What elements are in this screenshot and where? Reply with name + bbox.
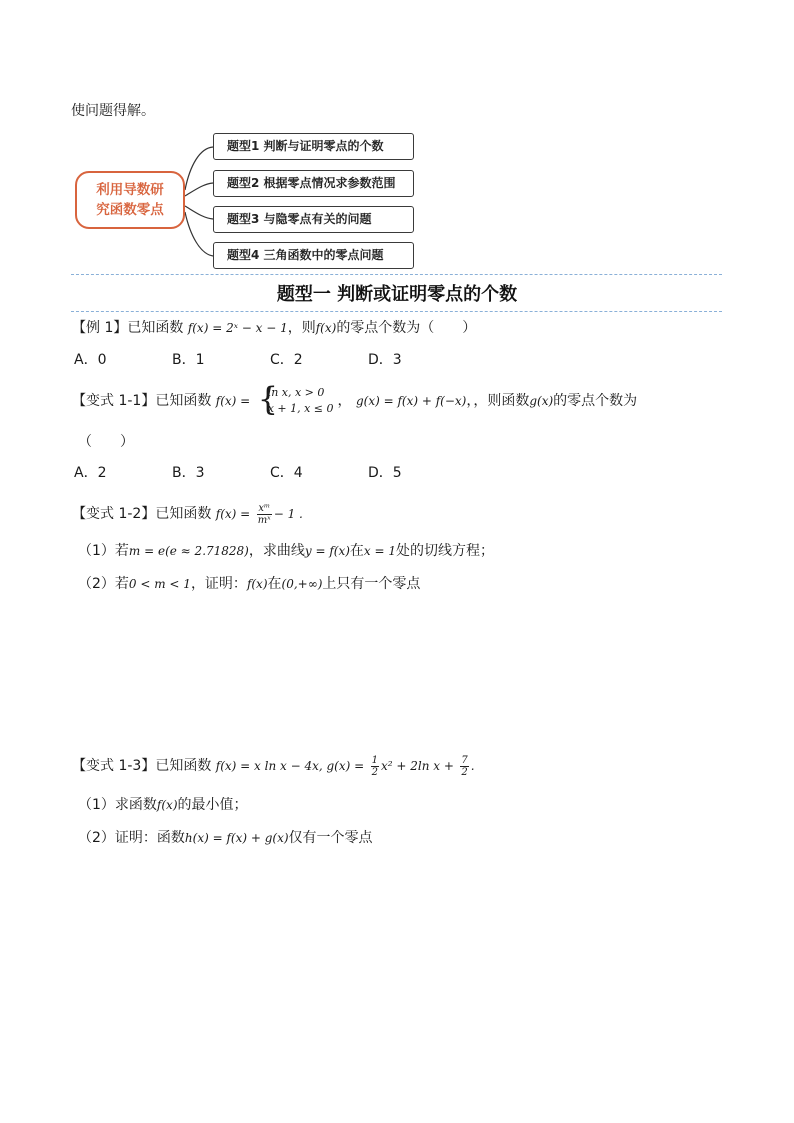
- variant13-q2-a: （2）证明：函数: [78, 830, 185, 846]
- variant12-label: 【变式 1-2】: [72, 506, 156, 522]
- variant11-g-def: g(x) = f(x) + f(−x): [355, 394, 467, 408]
- variant13-half-den: 2: [371, 766, 378, 778]
- variant11-text-c: 的零点个数为: [553, 393, 638, 409]
- variant13-seven-num: 7: [461, 754, 468, 766]
- mindmap-root-node: [75, 171, 185, 229]
- variant11-option-d: D．5: [368, 465, 402, 481]
- variant12-q2-c: 在: [267, 576, 282, 592]
- variant13-half: [371, 755, 379, 778]
- variant13-q1-a: （1）求函数: [78, 797, 157, 813]
- variant11-piecewise: [259, 385, 334, 417]
- variant11-case1: { ln x, x > 0: [267, 386, 325, 399]
- example1-option-c: C．2: [270, 352, 303, 368]
- variant12-q1-b: ，求曲线: [248, 543, 305, 559]
- variant12-q1-c: 在: [349, 543, 364, 559]
- variant13-q1-b: 的最小值；: [177, 797, 248, 813]
- variant13-half-num: 1: [371, 754, 378, 766]
- variant12-numerator: xᵐ: [258, 502, 271, 514]
- variant13-q1-f: f(x): [156, 798, 178, 812]
- variant12-q2-d: 上只有一个零点: [322, 576, 421, 592]
- variant13-text-a: 已知函数: [155, 758, 212, 774]
- variant12-f-lhs: f(x) =: [215, 507, 251, 521]
- variant11-options: [74, 463, 466, 483]
- variant13-q1: [78, 795, 248, 815]
- variant12-fraction: [257, 503, 272, 526]
- example1-formula2: f(x): [315, 321, 337, 335]
- variant13-q2-b: 仅有一个零点: [288, 830, 373, 846]
- variant12-q2-cond: 0 < m < 1: [128, 577, 191, 591]
- example1-options: [74, 350, 466, 370]
- variant13-mid: x² + 2ln x +: [381, 759, 454, 773]
- variant13-f-def: f(x) = x ln x − 4x, g(x) =: [215, 759, 365, 773]
- intro-text: 使问题得解。: [71, 103, 155, 119]
- variant11-option-c: C．4: [270, 465, 303, 481]
- example1-formula: f(x) = 2ˣ − x − 1: [187, 321, 288, 335]
- variant13-end: .: [470, 759, 475, 773]
- variant12-q2-b: ，证明：: [190, 576, 247, 592]
- topic-box-1: 题型1 判断与证明零点的个数: [213, 133, 414, 160]
- variant11-text-a: 已知函数: [155, 393, 212, 409]
- example1-option-d: D．3: [368, 352, 402, 368]
- example1-label: 【例 1】: [72, 320, 128, 336]
- variant11-label: 【变式 1-1】: [72, 393, 156, 409]
- example1-option-b: B．1: [172, 352, 205, 368]
- variant12-q1-a: （1）若: [78, 543, 129, 559]
- variant13-seven-den: 2: [461, 766, 468, 778]
- section-title: 题型一 判断或证明零点的个数: [276, 284, 518, 305]
- variant11-sep: ，: [337, 393, 352, 409]
- variant12-q1-x: x = 1: [363, 544, 396, 558]
- variant11-option-b: B．3: [172, 465, 205, 481]
- variant12-stem: [72, 502, 303, 526]
- variant12-q1: [78, 541, 494, 561]
- mindmap-root-line2: 究函数零点: [96, 202, 164, 218]
- variant11-stem: [72, 381, 637, 421]
- variant11-f-lhs: f(x) =: [215, 394, 251, 408]
- topic-box-3: 题型3 与隐零点有关的问题: [213, 206, 414, 233]
- section-divider-top: [71, 274, 722, 275]
- variant12-q2: [78, 574, 420, 594]
- variant11-text-b: ，，则函数: [466, 393, 530, 409]
- variant11-g: g(x): [529, 394, 554, 408]
- variant12-q1-d: 处的切线方程；: [396, 543, 494, 559]
- section-divider-bottom: [71, 311, 722, 312]
- example1-stem: [72, 318, 476, 338]
- variant12-q1-m: m = e(e ≈ 2.71828): [128, 544, 249, 558]
- topic-box-2: 题型2 根据零点情况求参数范围: [213, 170, 414, 197]
- variant13-stem: [72, 754, 475, 778]
- variant13-label: 【变式 1-3】: [72, 758, 156, 774]
- variant12-q1-y: y = f(x): [304, 544, 350, 558]
- example1-option-a: A．0: [74, 352, 107, 368]
- variant12-q2-f: f(x): [246, 577, 268, 591]
- example1-text-a: 已知函数: [127, 320, 184, 336]
- variant11-option-a: A．2: [74, 465, 107, 481]
- variant12-text-a: 已知函数: [155, 506, 212, 522]
- variant11-paren: （ ）: [78, 434, 134, 450]
- example1-text-b: ，则: [287, 320, 316, 336]
- topic-box-4: 题型4 三角函数中的零点问题: [213, 242, 414, 269]
- variant12-denominator: mˣ: [257, 514, 271, 526]
- variant12-q2-int: (0,+∞): [281, 577, 323, 591]
- variant13-q2-h: h(x) = f(x) + g(x): [184, 831, 289, 845]
- variant12-tail: − 1 .: [273, 507, 303, 521]
- example1-text-c: 的零点个数为（ ）: [336, 320, 477, 336]
- mindmap-root-line1: 利用导数研: [96, 182, 164, 198]
- variant11-case2: x + 1, x ≤ 0: [267, 402, 334, 415]
- variant13-seven-half: [460, 755, 468, 778]
- variant13-q2: [78, 828, 373, 848]
- variant12-q2-a: （2）若: [78, 576, 129, 592]
